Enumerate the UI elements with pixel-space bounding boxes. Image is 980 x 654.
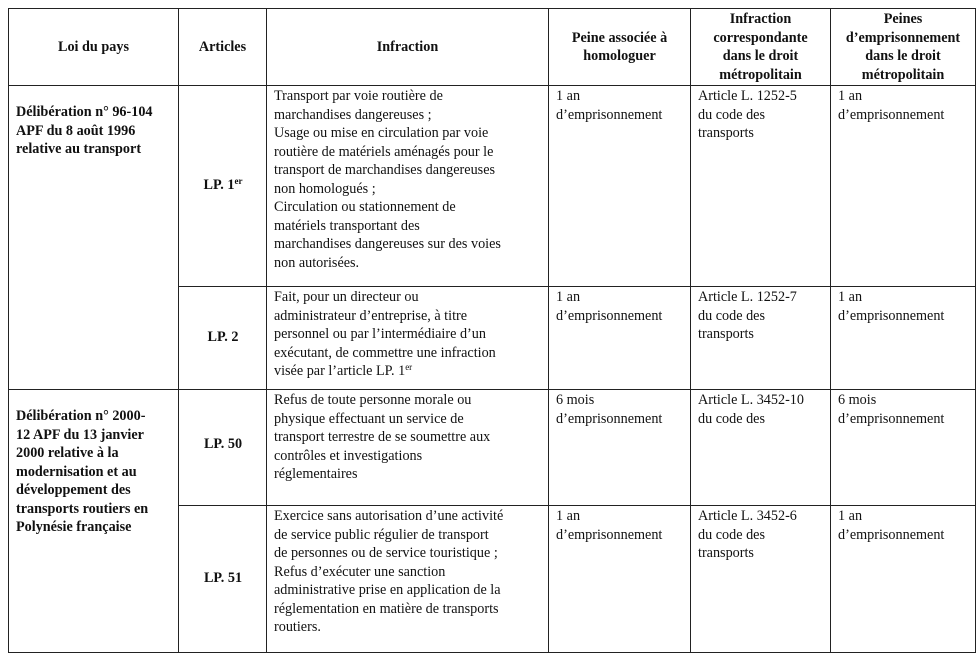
infraction-cell <box>267 390 549 506</box>
infraction-line: réglementation en matière de transports <box>274 600 499 617</box>
law-line: transports routiers en <box>16 500 149 517</box>
header-infraction: Infraction <box>267 9 549 86</box>
header-penalty-line: homologuer <box>583 48 656 64</box>
infraction-cell <box>267 86 549 287</box>
infraction-line: non autorisées. <box>274 254 360 271</box>
article-superscript: er <box>234 176 243 187</box>
metro-infraction-cell <box>691 506 831 653</box>
metro-infraction-line: Article L. 3452-6 <box>698 508 797 524</box>
infraction-line: transport de marchandises dangereuses <box>274 162 496 178</box>
infraction-line: routiers. <box>274 619 321 635</box>
metro-infraction-line: transports <box>698 545 754 561</box>
header-metro-penalty-line: dans le droit <box>865 48 941 64</box>
metro-penalty-cell <box>831 506 976 653</box>
table-row <box>9 390 976 506</box>
law-line: 12 APF du 13 janvier <box>16 426 144 443</box>
infraction-line: non homologués ; <box>274 180 376 197</box>
law-line: développement des <box>16 482 131 498</box>
header-metro-infraction <box>691 9 831 86</box>
penalty-line: d’emprisonnement <box>556 106 663 123</box>
header-row <box>9 9 976 86</box>
table-row <box>9 86 976 287</box>
infraction-line: routière de matériels aménagés pour le <box>274 143 494 160</box>
metro-infraction-line: transports <box>698 125 754 141</box>
infraction-line <box>274 362 542 381</box>
article-label: LP. 2 <box>207 329 239 346</box>
penalty-line: d’emprisonnement <box>556 526 663 543</box>
header-metro-penalty <box>831 9 976 86</box>
metro-infraction-line: du code des <box>698 106 765 123</box>
infraction-line: Circulation ou stationnement de <box>274 199 456 215</box>
law-line: 2000 relative à la <box>16 445 119 461</box>
metro-infraction-line: Article L. 1252-5 <box>698 88 797 104</box>
infraction-line: matériels transportant des <box>274 217 420 234</box>
metro-infraction-cell <box>691 287 831 390</box>
law-cell <box>9 390 179 653</box>
law-line: Polynésie française <box>16 519 132 535</box>
metro-penalty-line: d’emprisonnement <box>838 410 945 427</box>
header-metro-penalty-line: d’emprisonnement <box>845 29 961 46</box>
metro-penalty-cell <box>831 287 976 390</box>
penalty-cell <box>549 390 691 506</box>
infraction-line: Transport par voie routière de <box>274 88 443 104</box>
infraction-cell <box>267 287 549 390</box>
metro-infraction-cell <box>691 86 831 287</box>
infraction-line: de service public régulier de transport <box>274 526 489 543</box>
infraction-line: marchandises dangereuses ; <box>274 106 432 123</box>
metro-infraction-cell <box>691 390 831 506</box>
article-cell <box>179 390 267 506</box>
metro-penalty-line: d’emprisonnement <box>838 526 945 543</box>
article-label: LP. 1 <box>203 177 235 194</box>
infraction-line: Refus d’exécuter une sanction <box>274 563 446 580</box>
infraction-line: de personnes ou de service touristique ; <box>274 545 498 561</box>
metro-penalty-cell <box>831 86 976 287</box>
penalty-line: d’emprisonnement <box>556 307 663 324</box>
infraction-line: physique effectuant un service de <box>274 410 464 427</box>
header-penalty <box>549 9 691 86</box>
penalty-line: d’emprisonnement <box>556 410 663 427</box>
infraction-line: Exercice sans autorisation d’une activité <box>274 508 504 524</box>
article-label: LP. 51 <box>203 570 243 587</box>
metro-penalty-line: 6 mois <box>838 392 877 408</box>
metro-penalty-line: 1 an <box>838 88 863 104</box>
law-line: Délibération n° 2000- <box>16 408 146 424</box>
penalty-cell <box>549 506 691 653</box>
infraction-line: Refus de toute personne morale ou <box>274 392 472 408</box>
penalty-line: 1 an <box>556 508 581 524</box>
header-articles: Articles <box>179 9 267 86</box>
header-metro-penalty-line: métropolitain <box>861 66 945 83</box>
metro-penalty-line: d’emprisonnement <box>838 106 945 123</box>
metro-penalty-line: 1 an <box>838 289 863 305</box>
header-metro-infraction-line: Infraction <box>729 11 792 27</box>
penalty-cell <box>549 287 691 390</box>
header-penalty-line: Peine associée à <box>571 29 668 46</box>
infraction-line: réglementaires <box>274 466 358 482</box>
article-superscript: er <box>405 362 413 372</box>
article-label: LP. 50 <box>203 436 243 452</box>
metro-infraction-line: du code des <box>698 410 765 427</box>
infraction-line-text: visée par l’article LP. 1 <box>274 363 406 379</box>
article-cell <box>179 506 267 653</box>
metro-penalty-cell <box>831 390 976 506</box>
infraction-line: administrative prise en application de la <box>274 582 501 598</box>
metro-penalty-line: 1 an <box>838 508 863 524</box>
metro-infraction-line: Article L. 1252-7 <box>698 289 797 305</box>
infraction-line: marchandises dangereuses sur des voies <box>274 236 501 252</box>
penalty-line: 1 an <box>556 289 581 305</box>
infraction-line: transport terrestre de se soumettre aux <box>274 429 491 445</box>
infraction-line: exécutant, de commettre une infraction <box>274 344 496 361</box>
law-line: Délibération n° 96-104 <box>16 104 153 120</box>
header-metro-infraction-line: dans le droit <box>722 48 799 64</box>
metro-penalty-line: d’emprisonnement <box>838 307 945 324</box>
article-cell <box>179 86 267 287</box>
infraction-line: contrôles et investigations <box>274 447 423 464</box>
metro-infraction-line: du code des <box>698 307 765 324</box>
law-line: relative au transport <box>16 141 142 157</box>
metro-infraction-line: Article L. 3452-10 <box>698 392 804 408</box>
penalty-line: 1 an <box>556 88 581 104</box>
law-line: APF du 8 août 1996 <box>16 122 136 139</box>
header-metro-infraction-line: métropolitain <box>719 66 802 83</box>
header-metro-infraction-line: correspondante <box>713 29 808 46</box>
header-metro-penalty-line: Peines <box>883 11 923 27</box>
infraction-line: Fait, pour un directeur ou <box>274 289 419 305</box>
article-cell <box>179 287 267 390</box>
metro-infraction-line: du code des <box>698 526 765 543</box>
penalty-cell <box>549 86 691 287</box>
infraction-line: Usage ou mise en circulation par voie <box>274 125 489 141</box>
infraction-line: personnel ou par l’intermédiaire d’un <box>274 326 486 342</box>
infraction-cell <box>267 506 549 653</box>
infractions-table <box>8 8 976 653</box>
law-line: modernisation et au <box>16 463 137 480</box>
metro-infraction-line: transports <box>698 326 754 342</box>
law-cell <box>9 86 179 390</box>
infraction-line: administrateur d’entreprise, à titre <box>274 307 468 324</box>
header-law: Loi du pays <box>9 9 179 86</box>
penalty-line: 6 mois <box>556 392 595 408</box>
